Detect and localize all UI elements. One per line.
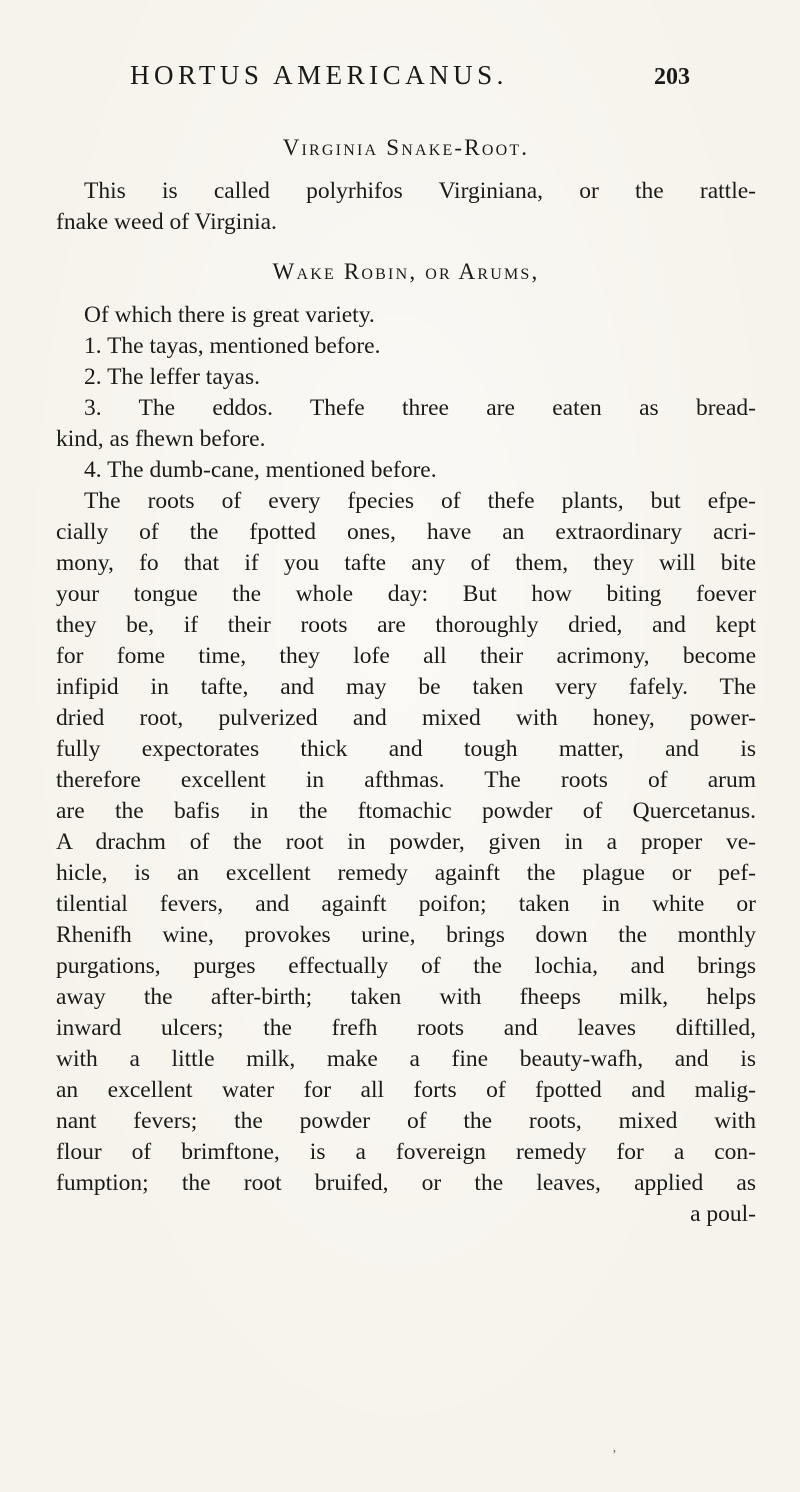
list-item: 3. The eddos. Thefe three are eaten as bread- [84, 395, 756, 421]
text-line: inward ulcers; the frefh roots and leaves diftilled, [56, 1015, 756, 1041]
text-line: flour of brimftone, is a fovereign remedy for a con- [56, 1139, 756, 1165]
text-line: purgations, purges effectually of the lochia, and brings [56, 953, 756, 979]
text-line: mony, fo that if you tafte any of them, they will bite [56, 550, 756, 576]
text-line: with a little milk, make a fine beauty-wafh, and is [56, 1046, 756, 1072]
text-line: your tongue the whole day: But how biting foever [56, 581, 756, 607]
body-text [56, 132, 756, 1230]
text-line: away the after-birth; taken with fheeps milk, helps [56, 984, 756, 1010]
text-line: tilential fevers, and againft poifon; taken in white or [56, 891, 756, 917]
running-title: HORTUS AMERICANUS. [130, 60, 508, 90]
running-head [130, 60, 690, 100]
text-line: fnake weed of Virginia. [56, 209, 277, 235]
list-item: 4. The dumb-cane, mentioned before. [84, 457, 437, 483]
text-line: dried root, pulverized and mixed with honey, power- [56, 705, 756, 731]
text-line: an excellent water for all forts of fpotted and malig- [56, 1077, 756, 1103]
text-line: are the bafis in the ftomachic powder of Quercetanus. [56, 798, 756, 824]
section-heading-wake-robin: Wake Robin, or Arums, [272, 259, 540, 284]
text-line: fully expectorates thick and tough matter, and is [56, 736, 756, 762]
section-heading-snake-root: Virginia Snake-Root. [282, 135, 530, 160]
list-item: 2. The leffer tayas. [84, 364, 260, 390]
text-line: kind, as fhewn before. [56, 426, 266, 452]
list-item: 1. The tayas, mentioned before. [84, 333, 381, 359]
text-line: fumption; the root bruifed, or the leaves, applied as [56, 1170, 756, 1196]
text-line: Rhenifh wine, provokes urine, brings down the monthly [56, 922, 756, 948]
text-line: This is called polyrhifos Virginiana, or the rattle- [84, 178, 756, 204]
text-line: Of which there is great variety. [84, 302, 375, 328]
print-mark: ʼ [612, 1448, 617, 1463]
catchword: a poul- [690, 1201, 756, 1227]
text-line: cially of the fpotted ones, have an extraordinary acri- [56, 519, 756, 545]
text-line: therefore excellent in afthmas. The roots of arum [56, 767, 756, 793]
page-number: 203 [654, 64, 690, 90]
text-line: hicle, is an excellent remedy againft the plague or pef- [56, 860, 756, 886]
text-line: A drachm of the root in powder, given in a proper ve- [56, 829, 756, 855]
text-line: nant fevers; the powder of the roots, mixed with [56, 1108, 756, 1134]
text-line: The roots of every fpecies of thefe plants, but efpe- [84, 488, 756, 514]
text-line: they be, if their roots are thoroughly dried, and kept [56, 612, 756, 638]
text-line: for fome time, they lofe all their acrimony, become [56, 643, 756, 669]
text-line: infipid in tafte, and may be taken very fafely. The [56, 674, 756, 700]
